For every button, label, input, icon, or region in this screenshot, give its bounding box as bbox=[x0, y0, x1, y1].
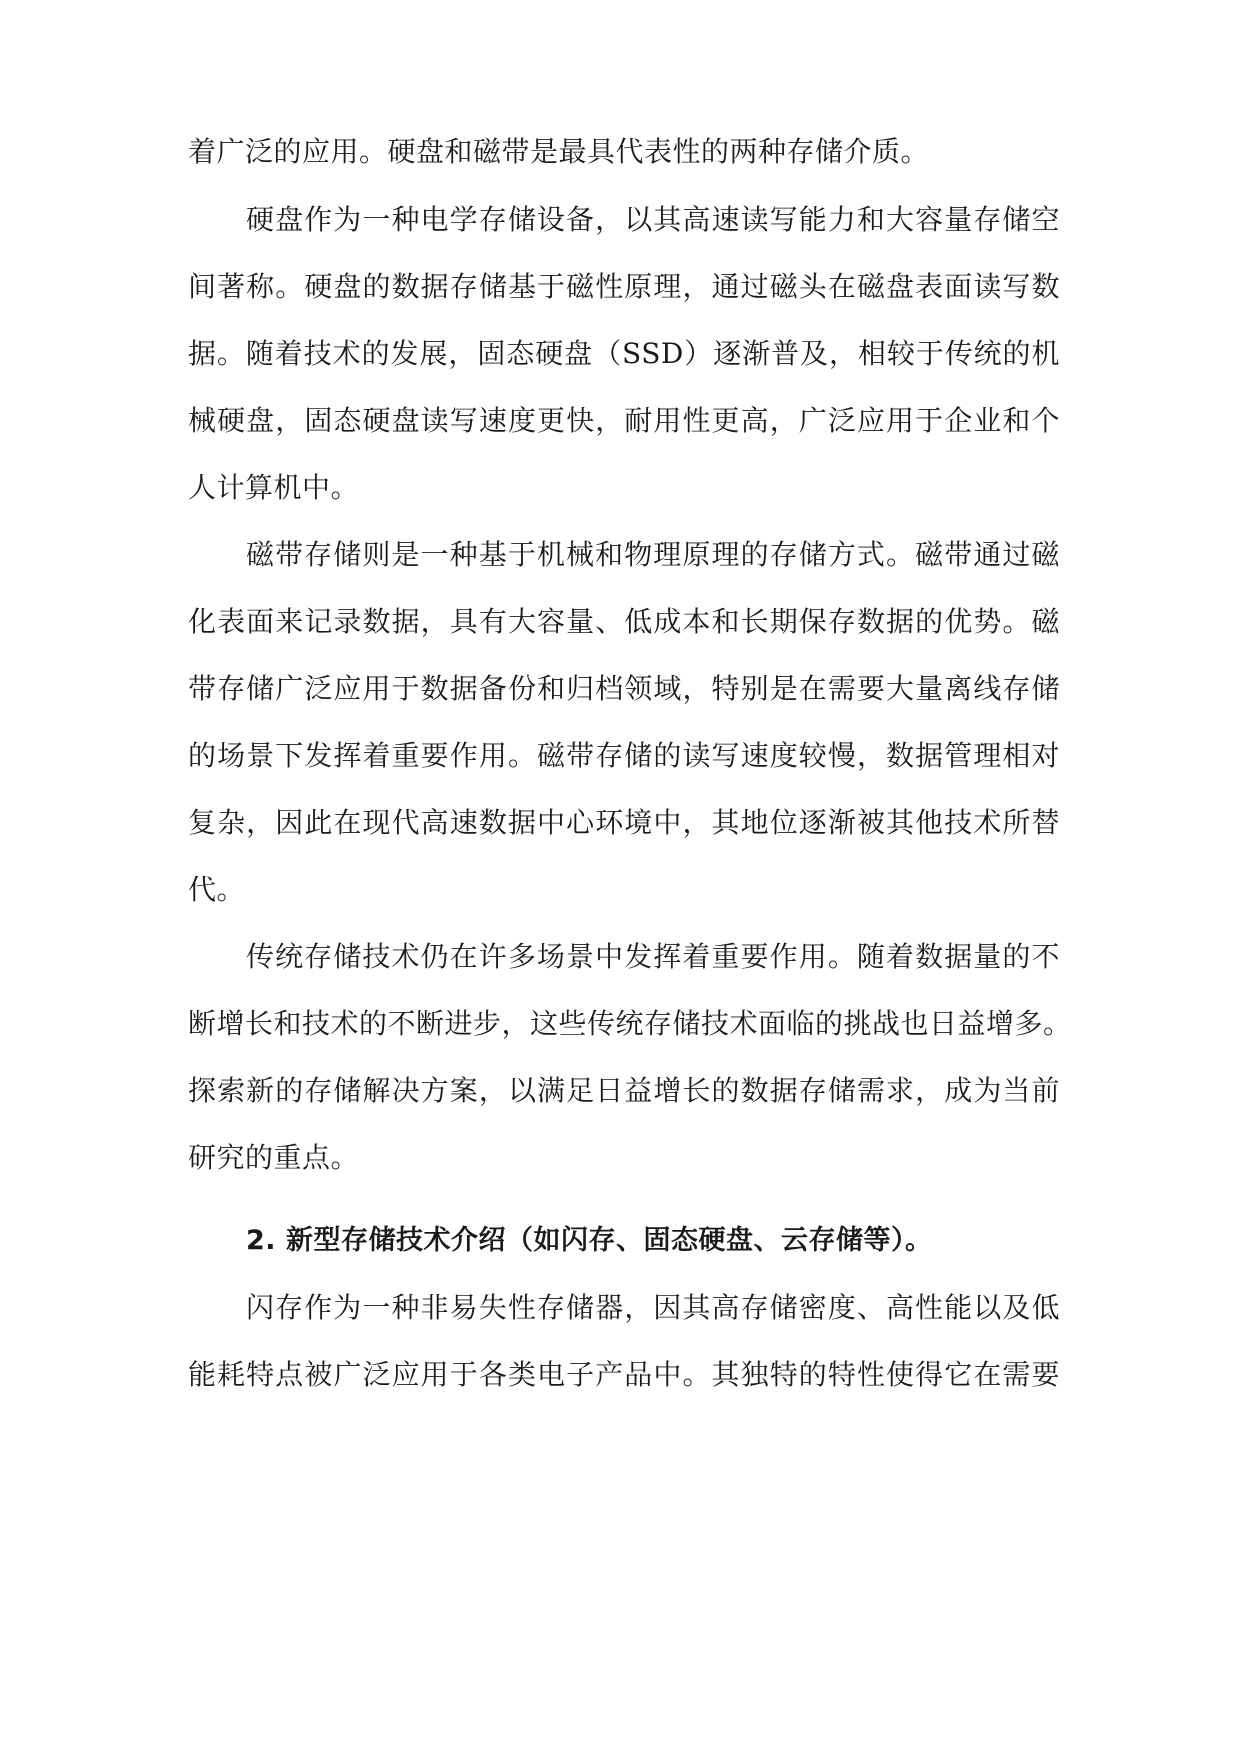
section-heading: 2. 新型存储技术介绍（如闪存、固态硬盘、云存储等）。 bbox=[246, 1225, 933, 1256]
paragraph-line: 人计算机中。 bbox=[188, 471, 360, 504]
paragraph-line: 化表面来记录数据，具有大容量、低成本和长期保存数据的优势。磁 bbox=[188, 605, 1060, 638]
paragraph-line: 着广泛的应用。硬盘和磁带是最具代表性的两种存储介质。 bbox=[188, 135, 930, 168]
paragraph-line: 硬盘作为一种电学存储设备，以其高速读写能力和大容量存储空 bbox=[246, 203, 1060, 236]
paragraph-line: 磁带存储则是一种基于机械和物理原理的存储方式。磁带通过磁 bbox=[246, 538, 1060, 571]
paragraph-line: 研究的重点。 bbox=[188, 1141, 360, 1174]
paragraph-line: 代。 bbox=[188, 873, 246, 906]
paragraph-line: 带存储广泛应用于数据备份和归档领域，特别是在需要大量离线存储 bbox=[188, 672, 1060, 705]
paragraph-line: 的场景下发挥着重要作用。磁带存储的读写速度较慢，数据管理相对 bbox=[188, 739, 1060, 772]
paragraph-line: 断增长和技术的不断进步，这些传统存储技术面临的挑战也日益增多。 bbox=[188, 1007, 1072, 1040]
paragraph-line: 复杂，因此在现代高速数据中心环境中，其地位逐渐被其他技术所替 bbox=[188, 806, 1060, 839]
paragraph-line: 传统存储技术仍在许多场景中发挥着重要作用。随着数据量的不 bbox=[246, 940, 1060, 973]
paragraph-line: 探索新的存储解决方案，以满足日益增长的数据存储需求，成为当前 bbox=[188, 1074, 1060, 1107]
paragraph-line: 据。随着技术的发展，固态硬盘（SSD）逐渐普及，相较于传统的机 bbox=[188, 337, 1060, 370]
paragraph-line: 间著称。硬盘的数据存储基于磁性原理，通过磁头在磁盘表面读写数 bbox=[188, 270, 1060, 303]
paragraph-line: 闪存作为一种非易失性存储器，因其高存储密度、高性能以及低 bbox=[246, 1291, 1060, 1324]
paragraph-line: 械硬盘，固态硬盘读写速度更快，耐用性更高，广泛应用于企业和个 bbox=[188, 404, 1060, 437]
paragraph-line: 能耗特点被广泛应用于各类电子产品中。其独特的特性使得它在需要 bbox=[188, 1358, 1060, 1391]
